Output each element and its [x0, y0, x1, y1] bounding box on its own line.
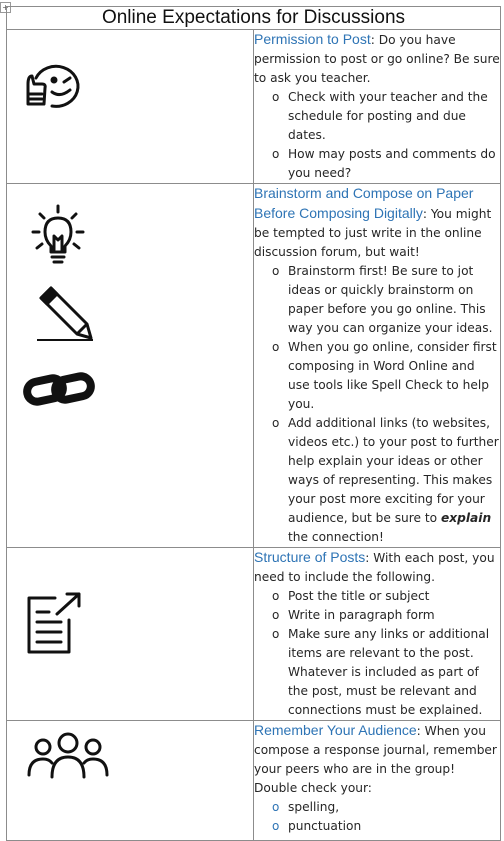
- list-item: o Check with your teacher and the schedule for posting and due dates.: [272, 90, 488, 142]
- list-item: o Add additional links (to websites, videos etc.) to your post to further help explain your ideas or other ways of representing. This makes your post more exciting for your audience, but be sure to explain the connection!: [272, 416, 499, 544]
- icon-cell-audience: [7, 721, 254, 841]
- emphasis-explain: explain: [441, 511, 492, 525]
- intro-brainstorm: You might be tempted to just write in the online discussion forum, but wait!: [254, 207, 492, 259]
- list-item: o Brainstorm first! Be sure to jot ideas or quickly brainstorm on paper before you go online. This way you can organize your ideas.: [272, 264, 493, 335]
- list-item: o How may posts and comments do you need?: [272, 147, 496, 180]
- heading-brainstorm: Brainstorm and Compose on Paper Before Composing Digitally: [254, 185, 474, 221]
- section-brainstorm: Brainstorm and Compose on Paper Before Composing Digitally: You might be tempted to just write in the online discussion forum, but wait! o Brainstorm first! Be sure to jot ideas or quickly brainstorm on paper before you go online. This way you can organize your ideas. o When you go online, consider first composing in Word Online and use tools like Spell Check to help you. o Add additional links (to websites, videos etc.) to your post to further help explain your ideas or other ways of representing. This makes your post more exciting for your audience, but be sure to explain the connection!: [254, 184, 501, 548]
- double-check-line: Double check your:: [254, 781, 372, 795]
- speech-thumbs-up-icon: [22, 60, 84, 114]
- heading-permission: Permission to Post: [254, 31, 371, 47]
- list-item: o When you go online, consider first composing in Word Online and use tools like Spell Check to help you.: [272, 340, 497, 411]
- expectations-table: [6, 6, 501, 841]
- pencil-icon: [35, 284, 95, 342]
- icon-cell-brainstorm: [7, 184, 254, 548]
- intro-structure: With each post, you need to include the following.: [254, 551, 495, 584]
- list-item: o punctuation: [272, 819, 362, 833]
- document-export-icon: [25, 590, 85, 656]
- section-structure: Structure of Posts: With each post, you need to include the following. o Post the title or subject o Write in paragraph form o Make sure any links or additional items are relevant to the post. Whatever is included as part of the post, must be relevant and connections must be explained.: [254, 548, 501, 721]
- intro-permission: Do you have permission to post or go online? Be sure to ask you teacher.: [254, 33, 500, 85]
- lightbulb-icon: [31, 204, 85, 268]
- people-group-icon: [27, 731, 109, 779]
- heading-structure: Structure of Posts: [254, 549, 366, 565]
- heading-audience: Remember Your Audience: [254, 722, 417, 738]
- page-title: Online Expectations for Discussions: [7, 7, 501, 30]
- intro-audience: When you compose a response journal, remember your peers who are in the group!: [254, 724, 497, 776]
- list-item: o Write in paragraph form: [272, 608, 435, 622]
- list-item: o spelling,: [272, 800, 340, 814]
- section-audience: Remember Your Audience: When you compose a response journal, remember your peers who are in the group! Double check your: o spelling, o punctuation: [254, 721, 501, 841]
- link-chain-icon: [23, 366, 97, 412]
- icon-cell-permission: [7, 30, 254, 184]
- table-move-handle[interactable]: +: [0, 2, 11, 13]
- list-item: o Make sure any links or additional items are relevant to the post. Whatever is included as part of the post, must be relevant and connections must be explained.: [272, 627, 490, 717]
- icon-cell-structure: [7, 548, 254, 721]
- list-item: o Post the title or subject: [272, 589, 430, 603]
- section-permission: Permission to Post: Do you have permission to post or go online? Be sure to ask you teacher. o Check with your teacher and the schedule for posting and due dates. o How may posts and comments do you need?: [254, 30, 501, 184]
